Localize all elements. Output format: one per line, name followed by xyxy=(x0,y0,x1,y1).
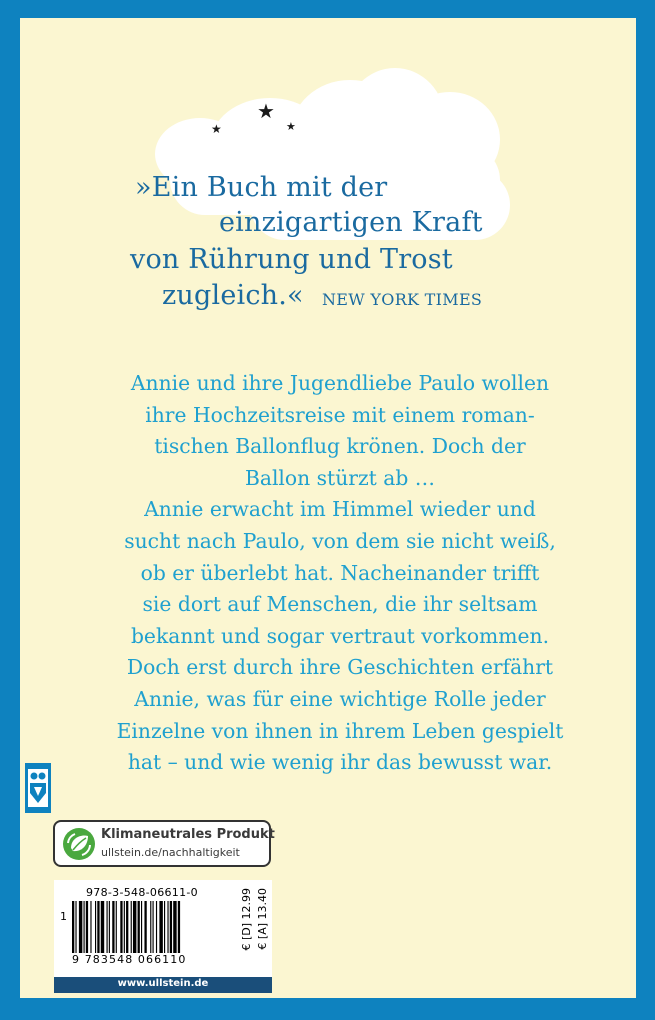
price-germany: € [D] 12.99 xyxy=(240,888,253,951)
barcode-bar xyxy=(126,901,128,953)
barcode-bar xyxy=(164,901,165,953)
star-icon: ★ xyxy=(286,120,296,133)
barcode-bar xyxy=(86,901,88,953)
quote-line-3: von Rührung und Trost xyxy=(130,244,453,275)
blurb-line: Doch erst durch ihre Geschichten erfährt xyxy=(126,655,554,680)
barcode-bar xyxy=(120,901,122,953)
barcode-bar xyxy=(141,901,142,953)
barcode-bar xyxy=(170,901,172,953)
barcode-bar xyxy=(167,901,168,953)
barcode-bar xyxy=(95,901,96,953)
blurb-line: tischen Ballonflug krönen. Doch der xyxy=(154,434,526,459)
barcode-bar xyxy=(97,901,99,953)
barcode-bar xyxy=(131,901,132,953)
ullstein-owl-logo-icon xyxy=(25,763,51,813)
blurb-line: Ballon stürzt ab … xyxy=(244,465,436,490)
blurb-line: ihre Hochzeitsreise mit einem roman- xyxy=(145,402,535,427)
recycle-leaf-icon xyxy=(61,826,97,862)
barcode-bar xyxy=(116,901,117,953)
blurb-line: Annie, was für eine wichtige Rolle jeder xyxy=(134,686,546,711)
barcode-bar xyxy=(178,901,180,953)
star-icon: ★ xyxy=(257,99,275,123)
price-austria: € [A] 13.40 xyxy=(256,888,269,950)
blurb-text xyxy=(100,368,580,779)
quote-source: NEW YORK TIMES xyxy=(322,290,483,309)
barcode-bar xyxy=(144,901,146,953)
barcode-bars xyxy=(72,901,220,955)
barcode-bar xyxy=(156,901,157,953)
climate-neutral-badge xyxy=(53,820,275,867)
barcode-bar xyxy=(138,901,140,953)
barcode-bar xyxy=(133,901,136,953)
barcode-bar xyxy=(79,901,82,953)
blurb-line: hat – und wie wenig ihr das bewusst war. xyxy=(127,750,553,775)
blurb-line: ob er überlebt hat. Nacheinander trifft xyxy=(140,560,540,585)
eco-badge-url: ullstein.de/nachhaltigkeit xyxy=(101,846,240,859)
barcode-bar xyxy=(84,901,85,953)
barcode-bar xyxy=(75,901,76,953)
barcode-digits: 9 783548 066110 xyxy=(72,953,187,966)
star-icon: ★ xyxy=(211,122,222,136)
website-bar xyxy=(54,977,272,993)
blurb-line: Annie und ihre Jugendliebe Paulo wollen xyxy=(130,371,550,395)
blurb-line: Annie erwacht im Himmel wieder und xyxy=(144,497,536,522)
blurb-line: bekannt und sogar vertraut vorkommen. xyxy=(130,623,550,648)
barcode-bar xyxy=(107,901,108,953)
barcode-bar xyxy=(112,901,114,953)
barcode-bar xyxy=(109,901,110,953)
blurb-line: sucht nach Paulo, von dem sie nicht weiß, xyxy=(124,528,556,553)
barcode-bar xyxy=(72,901,74,953)
quote-line-2: einzigartigen Kraft xyxy=(219,207,483,238)
barcode-leading-digit: 1 xyxy=(60,910,67,923)
blurb-line: sie dort auf Menschen, die ihr seltsam xyxy=(142,592,538,617)
barcode-bar xyxy=(159,901,162,953)
barcode-bar xyxy=(153,901,154,953)
website-url: www.ullstein.de xyxy=(117,978,209,989)
quote-line-4: zugleich.« xyxy=(162,280,304,311)
barcode-bar xyxy=(90,901,91,953)
barcode-bar xyxy=(150,901,151,953)
barcode-bar xyxy=(101,901,104,953)
isbn-number: 978-3-548-06611-0 xyxy=(86,886,198,899)
barcode-bar xyxy=(124,901,125,953)
eco-badge-title: Klimaneutrales Produkt xyxy=(101,827,275,842)
isbn-barcode xyxy=(54,880,272,977)
blurb-line: Einzelne von ihnen in ihrem Leben gespielt xyxy=(116,718,564,743)
quote-line-1: »Ein Buch mit der xyxy=(135,172,388,203)
barcode-bar xyxy=(173,901,176,953)
